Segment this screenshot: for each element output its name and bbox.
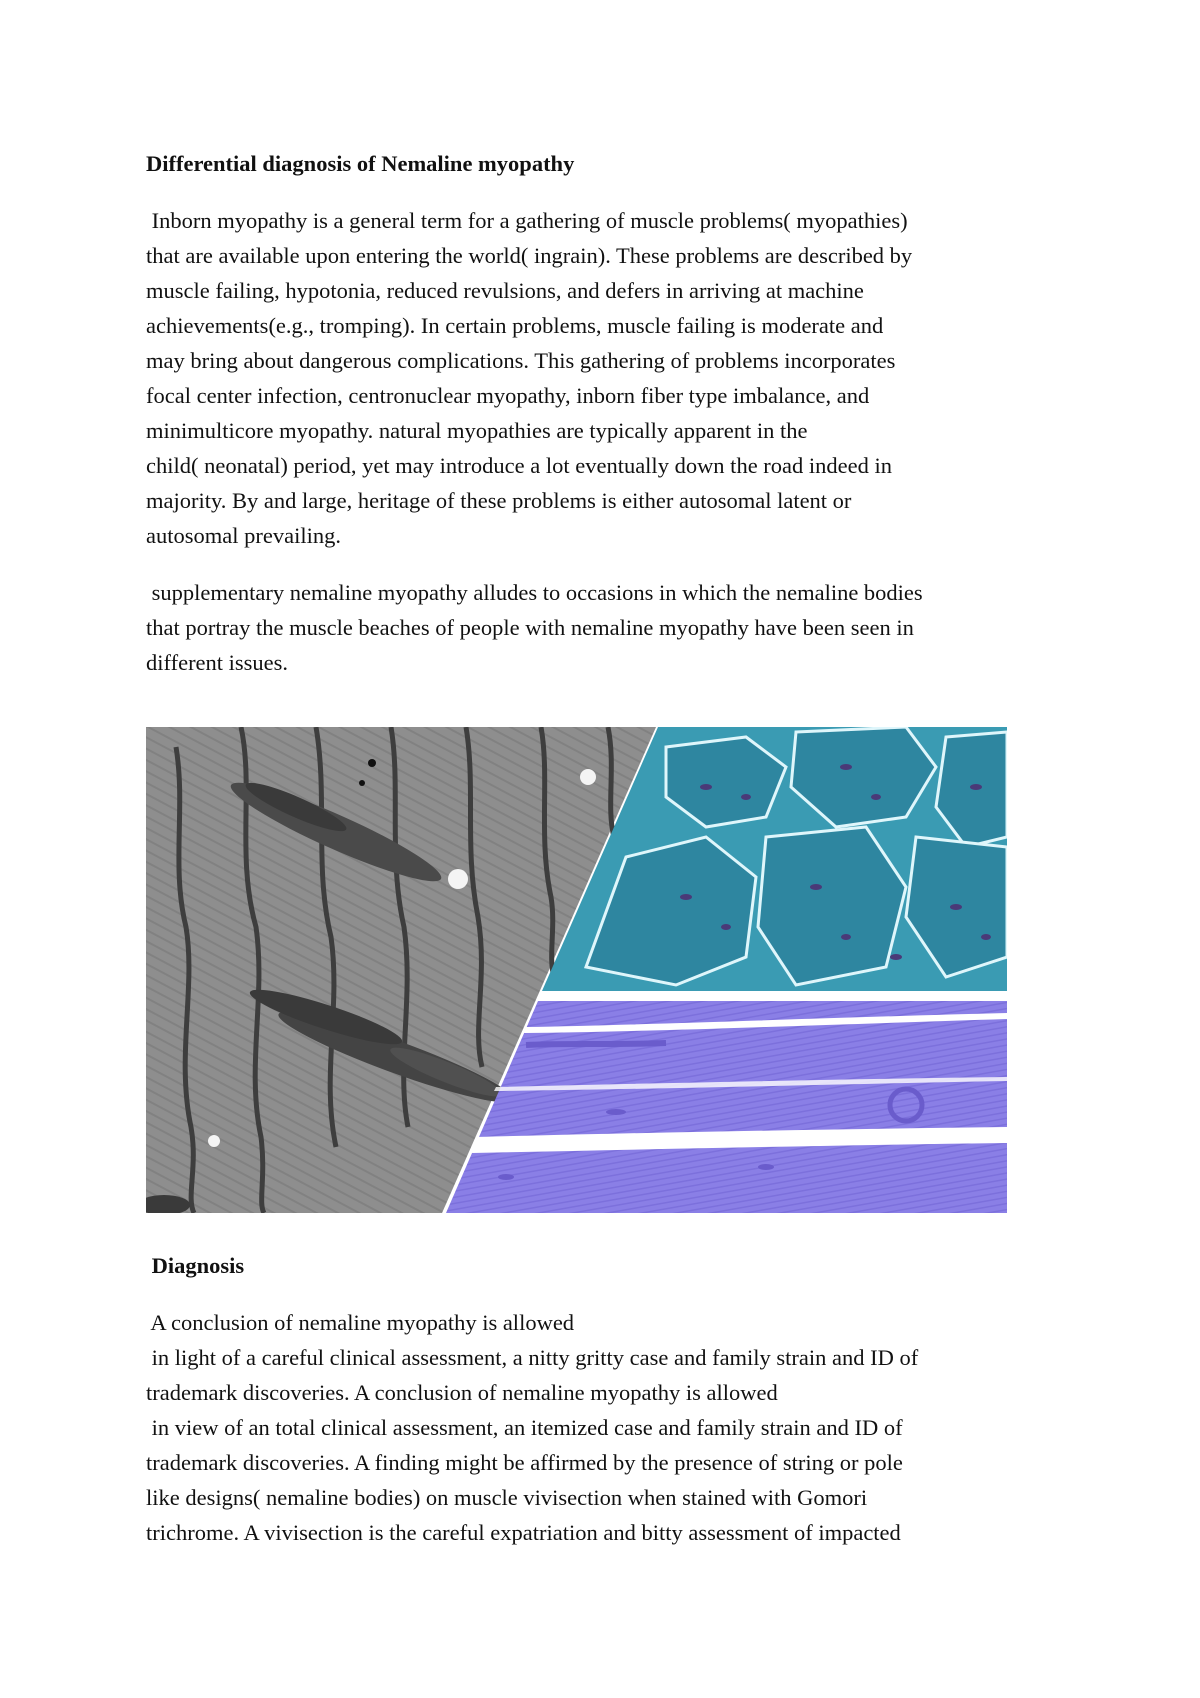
paragraph-line: Inborn myopathy is a general term for a gathering of muscle problems( myopathies) xyxy=(146,208,908,233)
muscle-histology-figure xyxy=(146,727,1007,1213)
paragraph-line: that portray the muscle beaches of people with nemaline myopathy have been seen in xyxy=(146,615,914,640)
paragraph-line: in light of a careful clinical assessment, a nitty gritty case and family strain and ID of xyxy=(146,1345,919,1370)
paragraph-line: that are available upon entering the world( ingrain). These problems are described by xyxy=(146,243,913,268)
longitudinal-section-stain-panel xyxy=(446,1001,1007,1213)
paragraph-line: majority. By and large, heritage of these problems is either autosomal latent or xyxy=(146,488,852,513)
paragraph-line: supplementary nemaline myopathy alludes to occasions in which the nemaline bodies xyxy=(146,580,923,605)
paragraph-line: child( neonatal) period, yet may introduce a lot eventually down the road indeed in xyxy=(146,453,893,478)
paragraph-line: A conclusion of nemaline myopathy is allowed xyxy=(146,1310,575,1335)
paragraph-line: may bring about dangerous complications. This gathering of problems incorporates xyxy=(146,348,896,373)
paragraph-line: trademark discoveries. A finding might be affirmed by the presence of string or pole xyxy=(146,1450,903,1475)
paragraph-line: trademark discoveries. A conclusion of nemaline myopathy is allowed xyxy=(146,1380,778,1405)
paragraph-line: different issues. xyxy=(146,650,289,675)
histology-collage xyxy=(146,727,1007,1213)
paragraph-line: trichrome. A vivisection is the careful expatriation and bitty assessment of impacted xyxy=(146,1520,901,1545)
section-differential-diagnosis xyxy=(146,146,1066,680)
section-title: Diagnosis xyxy=(146,1253,245,1278)
paragraph-diagnosis xyxy=(146,1305,1066,1550)
paragraph-line: minimulticore myopathy. natural myopathies are typically apparent in the xyxy=(146,418,808,443)
section-title: Differential diagnosis of Nemaline myopathy xyxy=(146,151,575,176)
paragraph-line: in view of an total clinical assessment, an itemized case and family strain and ID of xyxy=(146,1415,903,1440)
paragraph-line: focal center infection, centronuclear myopathy, inborn fiber type imbalance, and xyxy=(146,383,870,408)
paragraph-line: muscle failing, hypotonia, reduced revulsions, and defers in arriving at machine xyxy=(146,278,864,303)
paragraph-line: achievements(e.g., tromping). In certain problems, muscle failing is moderate and xyxy=(146,313,884,338)
paragraph-line: autosomal prevailing. xyxy=(146,523,341,548)
paragraph-line: like designs( nemaline bodies) on muscle vivisection when stained with Gomori xyxy=(146,1485,868,1510)
section-diagnosis xyxy=(146,1248,1066,1550)
paragraph-inborn-myopathy xyxy=(146,203,1066,553)
paragraph-supplementary xyxy=(146,575,1066,680)
